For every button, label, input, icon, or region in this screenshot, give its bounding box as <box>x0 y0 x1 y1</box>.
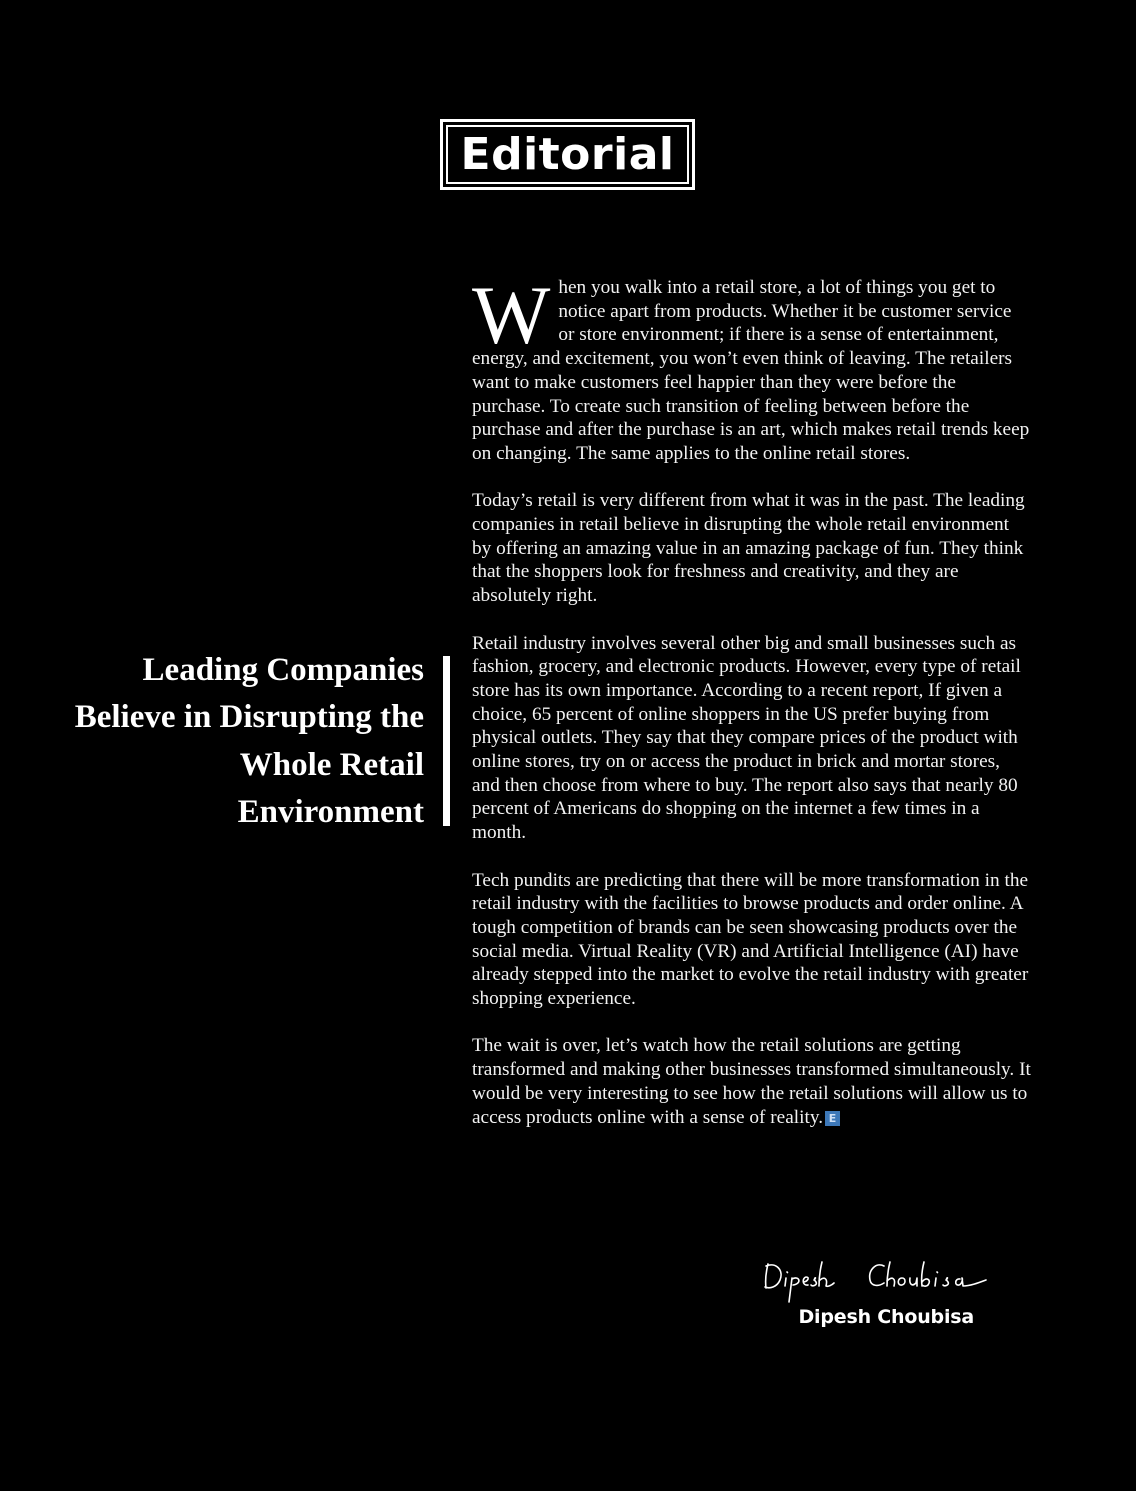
paragraph-text: hen you walk into a retail store, a lot of things you get to notice apart from products. Whether it be customer service or store environment; if there is a sense of entertainment, energy, and excitement, you won’t even think of leaving. The retailers want to make customers feel happier than they were before the purchase. To create such transition of feeling between before the purchase and after the purchase is an art, which makes retail trends keep on changing. The same applies to the online retail stores. <box>472 277 1030 464</box>
article-body <box>472 269 1032 1153</box>
author-name: Dipesh Choubisa <box>798 1306 974 1328</box>
page-title: Editorial <box>446 125 689 184</box>
pull-quote: Leading Companies Believe in Disrupting the Whole Retail Environment <box>74 652 424 830</box>
end-of-article-icon: E <box>825 1111 840 1126</box>
article-paragraph-5 <box>472 1034 1032 1129</box>
article-paragraph-1 <box>472 269 1032 466</box>
author-signature <box>760 1256 992 1304</box>
pull-quote-divider <box>443 656 450 826</box>
article-paragraph-3: Retail industry involves several other big and small businesses such as fashion, grocery, and electronic products. However, every type of retail store has its own importance. According to a recent report, If given a choice, 65 percent of online shoppers in the US prefer buying from physical outlets. They say that they compare prices of the product with online stores, try on or access the product in brick and mortar stores, and then choose from where to buy. The report also says that nearly 80 percent of Americans do shopping on the internet a few times in a month. <box>472 632 1021 844</box>
article-paragraph-4: Tech pundits are predicting that there will be more transformation in the retail industry with the facilities to browse products and order online. A tough competition of brands can be seen showcasing products over the social media. Virtual Reality (VR) and Artificial Intelligence (AI) have already stepped into the market to evolve the retail industry with greater shopping experience. <box>472 869 1029 1010</box>
drop-cap: W <box>472 269 551 361</box>
article-paragraph-2: Today’s retail is very different from what it was in the past. The leading companies in retail believe in disrupting the whole retail environment by offering an amazing value in an amazing package of fun. They think that the shoppers look for freshness and creativity, and they are absolutely right. <box>472 490 1025 607</box>
paragraph-text: The wait is over, let’s watch how the retail solutions are getting transformed and making other businesses transformed simultaneously. It would be very interesting to see how the retail solutions will allow us to access products online with a sense of reality. <box>472 1035 1031 1128</box>
editorial-title-box <box>440 119 695 190</box>
